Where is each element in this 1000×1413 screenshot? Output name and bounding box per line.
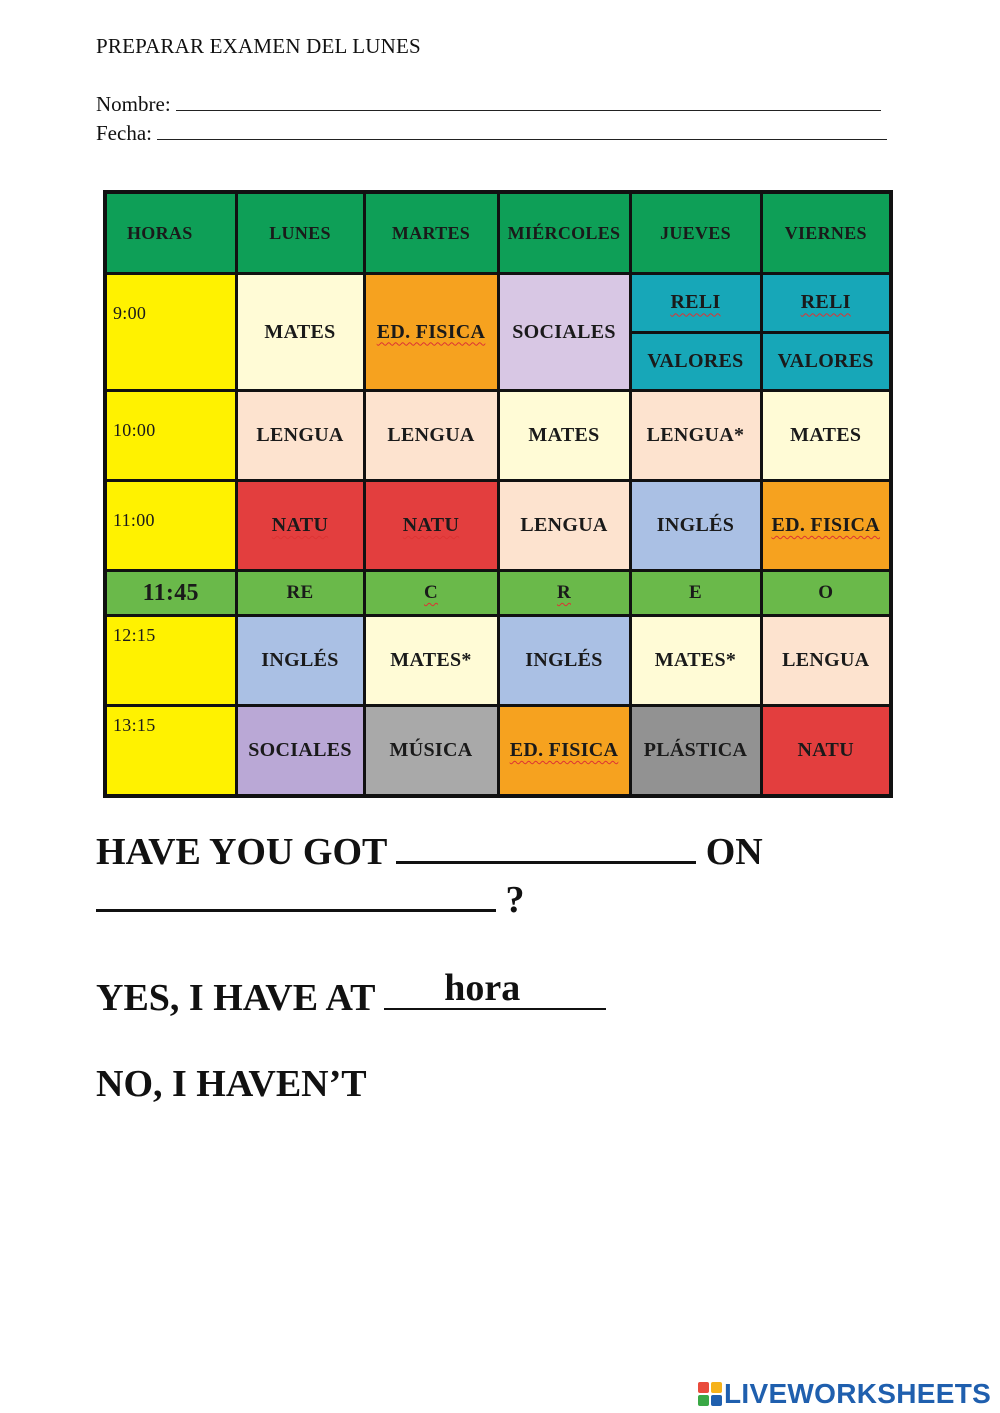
- question-line-2: [96, 878, 525, 922]
- subject-cell: LENGUA: [761, 616, 891, 706]
- subject-answer-blank[interactable]: [396, 833, 696, 864]
- header-miercoles: MIÉRCOLES: [498, 192, 630, 274]
- subject-cell: MATES: [761, 391, 891, 481]
- subject-cell: MATES: [498, 391, 630, 481]
- hour-placeholder: hora: [444, 967, 521, 1009]
- day-answer-blank[interactable]: [96, 881, 496, 912]
- row-10-00: [105, 391, 891, 481]
- break-cell: E: [630, 571, 761, 616]
- row-11-00: [105, 481, 891, 571]
- subject-cell: INGLÉS: [630, 481, 761, 571]
- question-line-1: [96, 830, 763, 874]
- break-cell: RE: [236, 571, 364, 616]
- date-label: Fecha:: [96, 121, 152, 145]
- row-recreo: [105, 571, 891, 616]
- logo-text: LIVEWORKSHEETS: [724, 1378, 992, 1409]
- subject-cell: RELI: [761, 274, 891, 333]
- name-field: [96, 92, 881, 117]
- subject-cell: ED. FISICA: [761, 481, 891, 571]
- date-input-line[interactable]: [157, 121, 887, 140]
- break-time-cell: 11:45: [105, 571, 236, 616]
- question-mark: ?: [505, 879, 525, 921]
- question-part-1: HAVE YOU GOT: [96, 831, 387, 873]
- subject-cell: INGLÉS: [236, 616, 364, 706]
- subject-cell: LENGUA: [236, 391, 364, 481]
- subject-cell: NATU: [761, 706, 891, 796]
- header-jueves: JUEVES: [630, 192, 761, 274]
- row-12-15: [105, 616, 891, 706]
- header-viernes: VIERNES: [761, 192, 891, 274]
- answer-no-line: NO, I HAVEN’T: [96, 1063, 367, 1105]
- time-cell: 10:00: [105, 391, 236, 481]
- subject-cell: MATES*: [364, 616, 498, 706]
- subject-cell: MÚSICA: [364, 706, 498, 796]
- subject-cell: VALORES: [630, 332, 761, 391]
- break-cell: R: [498, 571, 630, 616]
- subject-cell: SOCIALES: [498, 274, 630, 391]
- subject-cell: MATES*: [630, 616, 761, 706]
- row-13-15: [105, 706, 891, 796]
- timetable-header-row: [105, 192, 891, 274]
- header-horas: HORAS: [105, 192, 236, 274]
- hour-answer-blank[interactable]: [384, 967, 606, 1010]
- time-cell: 11:00: [105, 481, 236, 571]
- answer-yes-line: [96, 967, 606, 1020]
- question-part-2: ON: [705, 831, 763, 873]
- time-cell: 9:00: [105, 274, 236, 391]
- time-cell: 13:15: [105, 706, 236, 796]
- name-label: Nombre:: [96, 92, 171, 116]
- subject-cell: RELI: [630, 274, 761, 333]
- break-cell: O: [761, 571, 891, 616]
- subject-cell: LENGUA: [498, 481, 630, 571]
- yes-prefix: YES, I HAVE AT: [96, 977, 375, 1019]
- name-input-line[interactable]: [176, 92, 881, 111]
- school-timetable: [103, 190, 893, 798]
- subject-cell: MATES: [236, 274, 364, 391]
- subject-cell: ED. FISICA: [498, 706, 630, 796]
- worksheet-title: PREPARAR EXAMEN DEL LUNES: [96, 34, 421, 58]
- subject-cell: NATU: [236, 481, 364, 571]
- header-martes: MARTES: [364, 192, 498, 274]
- time-cell: 12:15: [105, 616, 236, 706]
- subject-cell: NATU: [364, 481, 498, 571]
- subject-cell: VALORES: [761, 332, 891, 391]
- header-lunes: LUNES: [236, 192, 364, 274]
- liveworksheets-mark-icon: [698, 1382, 722, 1406]
- date-field: [96, 121, 887, 146]
- subject-cell: SOCIALES: [236, 706, 364, 796]
- subject-cell: ED. FISICA: [364, 274, 498, 391]
- subject-cell: PLÁSTICA: [630, 706, 761, 796]
- row-9-00: [105, 274, 891, 333]
- subject-cell: INGLÉS: [498, 616, 630, 706]
- liveworksheets-logo: [698, 1378, 991, 1410]
- subject-cell: LENGUA*: [630, 391, 761, 481]
- break-cell: C: [364, 571, 498, 616]
- subject-cell: LENGUA: [364, 391, 498, 481]
